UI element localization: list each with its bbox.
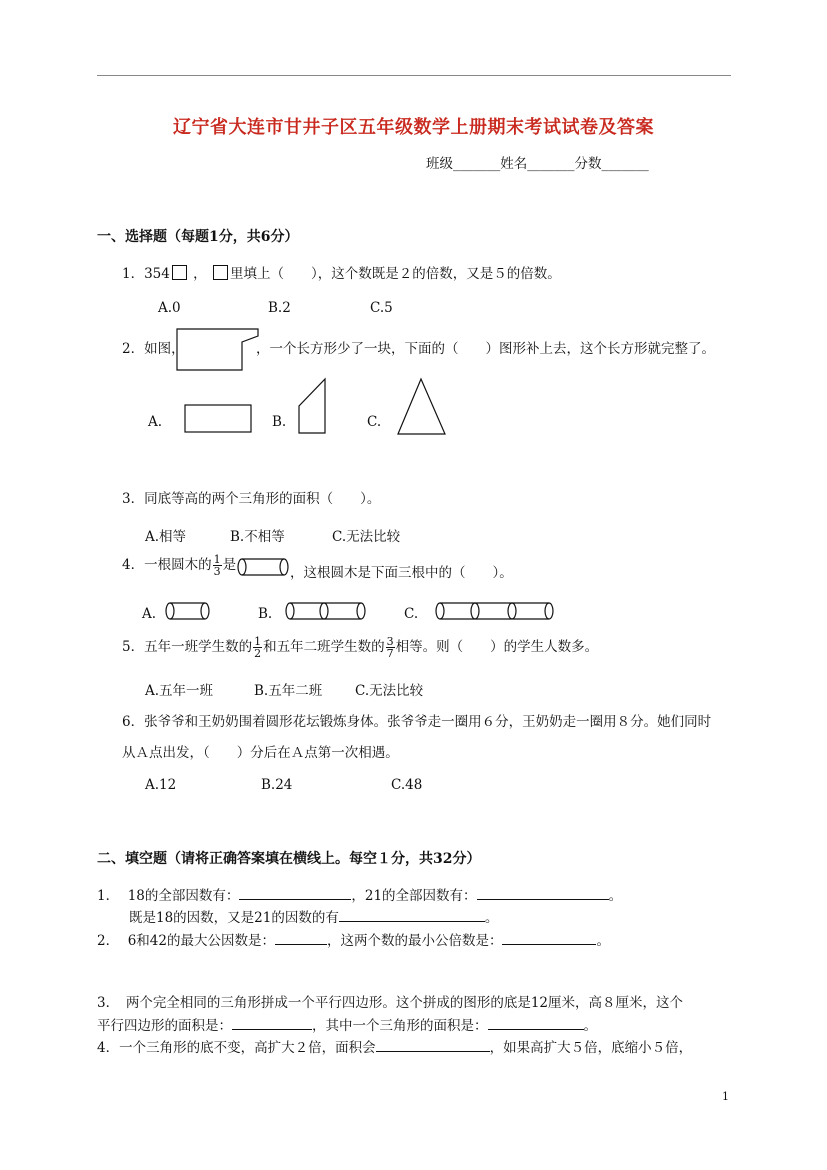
- question-5: [122, 636, 598, 659]
- q5-option-b: B.五年二班: [254, 683, 323, 699]
- fill-question-1: [97, 884, 622, 904]
- fraction-one-third: [213, 554, 222, 577]
- answer-blank[interactable]: [477, 885, 609, 900]
- fraction-three-sevenths: [386, 636, 395, 659]
- answer-blank[interactable]: [488, 1015, 584, 1030]
- fq2-part-c: 。: [596, 933, 610, 949]
- q5-text: 相等。则（ ）的学生人数多。: [395, 639, 599, 655]
- fq1-part-c: 。: [608, 888, 623, 904]
- question-6-line1: 6．张爷爷和王奶奶围着圆形花坛锻炼身体。张爷爷走一圈用６分，王奶奶走一圈用８分。她们同时: [122, 714, 712, 730]
- q4-option-c-label: C.: [404, 606, 419, 622]
- q1-option-a: A.0: [158, 300, 181, 316]
- q4-option-a-label: A.: [142, 606, 157, 622]
- q1-text: 里填上（ ），这个数既是２的倍数，又是５的倍数。: [229, 266, 561, 282]
- q2-text: ，一个长方形少了一块，下面的（ ）图形补上去，这个长方形就完整了。: [256, 341, 715, 357]
- student-info-line: 班级_______姓名_______分数_______: [426, 156, 649, 172]
- q4-text: ，这根圆木是下面三根中的（ ）。: [290, 565, 513, 581]
- q2-option-b-label: B.: [272, 414, 287, 430]
- header-rule: [97, 75, 731, 76]
- fill-question-3-line2: [97, 1014, 597, 1034]
- notched-rectangle-figure: [176, 328, 260, 372]
- log-one-segment: [164, 602, 212, 622]
- rectangle-shape: [184, 404, 252, 434]
- page-title: 辽宁省大连市甘井子区五年级数学上册期末考试试卷及答案: [173, 117, 654, 138]
- fq3-part-b: ，其中一个三角形的面积是：: [312, 1018, 488, 1034]
- fq1-number: 1．: [97, 888, 120, 904]
- fq2-number: 2．: [97, 933, 120, 949]
- q1-number: 1．: [122, 266, 145, 282]
- answer-blank[interactable]: [502, 930, 596, 945]
- fill-question-1-line2: [129, 906, 498, 926]
- question-3: 3．同底等高的两个三角形的面积（ ）。: [122, 491, 381, 507]
- log-two-segments: [284, 602, 368, 622]
- question-6-line2: 从Ａ点出发，（ ）分后在Ａ点第一次相遇。: [122, 745, 399, 761]
- fq1-part-b: ，21的全部因数有：: [351, 888, 477, 904]
- question-4: [122, 554, 236, 577]
- answer-blank[interactable]: [339, 907, 485, 922]
- q1-mid: ，: [193, 266, 207, 282]
- q5-option-c: C.无法比较: [355, 683, 424, 699]
- fill-question-2: [97, 929, 610, 949]
- q3-option-b: B.不相等: [230, 529, 285, 545]
- q4-option-b-label: B.: [258, 606, 273, 622]
- blank-box: [172, 265, 187, 280]
- fq4-part-a: 4．一个三角形的底不变，高扩大２倍，面积会: [97, 1040, 376, 1056]
- q6-option-a: A.12: [145, 777, 177, 793]
- answer-blank[interactable]: [275, 930, 327, 945]
- answer-blank[interactable]: [376, 1037, 490, 1052]
- fraction-denominator: 2: [254, 647, 262, 660]
- fq3-part-a: 平行四边形的面积是：: [97, 1018, 232, 1034]
- q4-mid: 是: [222, 557, 237, 573]
- q1-option-c: C.5: [370, 300, 393, 316]
- question-1: [122, 262, 561, 282]
- page-number: 1: [722, 1090, 729, 1103]
- section-heading-fill: 二、填空题（请将正确答案填在横线上。每空１分，共32分）: [97, 851, 481, 867]
- fraction-denominator: 3: [213, 565, 221, 578]
- fraction-numerator: 1: [213, 553, 221, 566]
- q5-option-a: A.五年一班: [145, 683, 214, 699]
- q1-pre: 354: [144, 266, 170, 282]
- fq2-part-b: ，这两个数的最小公倍数是：: [326, 933, 503, 949]
- q2-option-a-label: A.: [148, 414, 163, 430]
- answer-blank[interactable]: [239, 885, 351, 900]
- q1-option-b: B.2: [268, 300, 291, 316]
- fq2-part-a: 6和42的最大公因数是：: [127, 933, 275, 949]
- q3-option-c: C.无法比较: [332, 529, 401, 545]
- fq1-part-a: 18的全部因数有：: [127, 888, 240, 904]
- section-heading-choice: 一、选择题（每题1分，共6分）: [97, 229, 299, 245]
- q5-pre: 5．五年一班学生数的: [122, 639, 253, 655]
- fraction-one-half: [253, 636, 262, 659]
- q4-pre: 4．一根圆木的: [122, 557, 212, 573]
- log-one-segment: [236, 558, 292, 578]
- fraction-denominator: 7: [386, 647, 394, 660]
- log-three-segments: [434, 602, 556, 622]
- q2-pre: 2．如图，: [122, 341, 185, 357]
- fq1-line2-end: 。: [484, 910, 499, 926]
- blank-box: [213, 265, 228, 280]
- q6-option-b: B.24: [261, 777, 293, 793]
- q2-option-c-label: C.: [367, 414, 382, 430]
- q6-option-c: C.48: [391, 777, 423, 793]
- fq4-part-b: ，如果高扩大５倍，底缩小５倍，: [489, 1040, 693, 1056]
- fraction-numerator: 3: [386, 635, 394, 648]
- trapezoid-shape: [298, 378, 328, 436]
- fill-question-3-line1: 3． 两个完全相同的三角形拼成一个平行四边形。这个拼成的图形的底是12厘米，高８厘米，这个: [97, 995, 684, 1011]
- triangle-shape: [397, 378, 449, 436]
- fq1-line2: 既是18的因数，又是21的因数的有: [129, 910, 339, 926]
- answer-blank[interactable]: [232, 1015, 312, 1030]
- q3-option-a: A.相等: [145, 529, 187, 545]
- fq3-part-c: 。: [583, 1018, 597, 1034]
- fraction-numerator: 1: [254, 635, 262, 648]
- q5-mid: 和五年二班学生数的: [263, 639, 385, 655]
- fill-question-4: [97, 1036, 692, 1056]
